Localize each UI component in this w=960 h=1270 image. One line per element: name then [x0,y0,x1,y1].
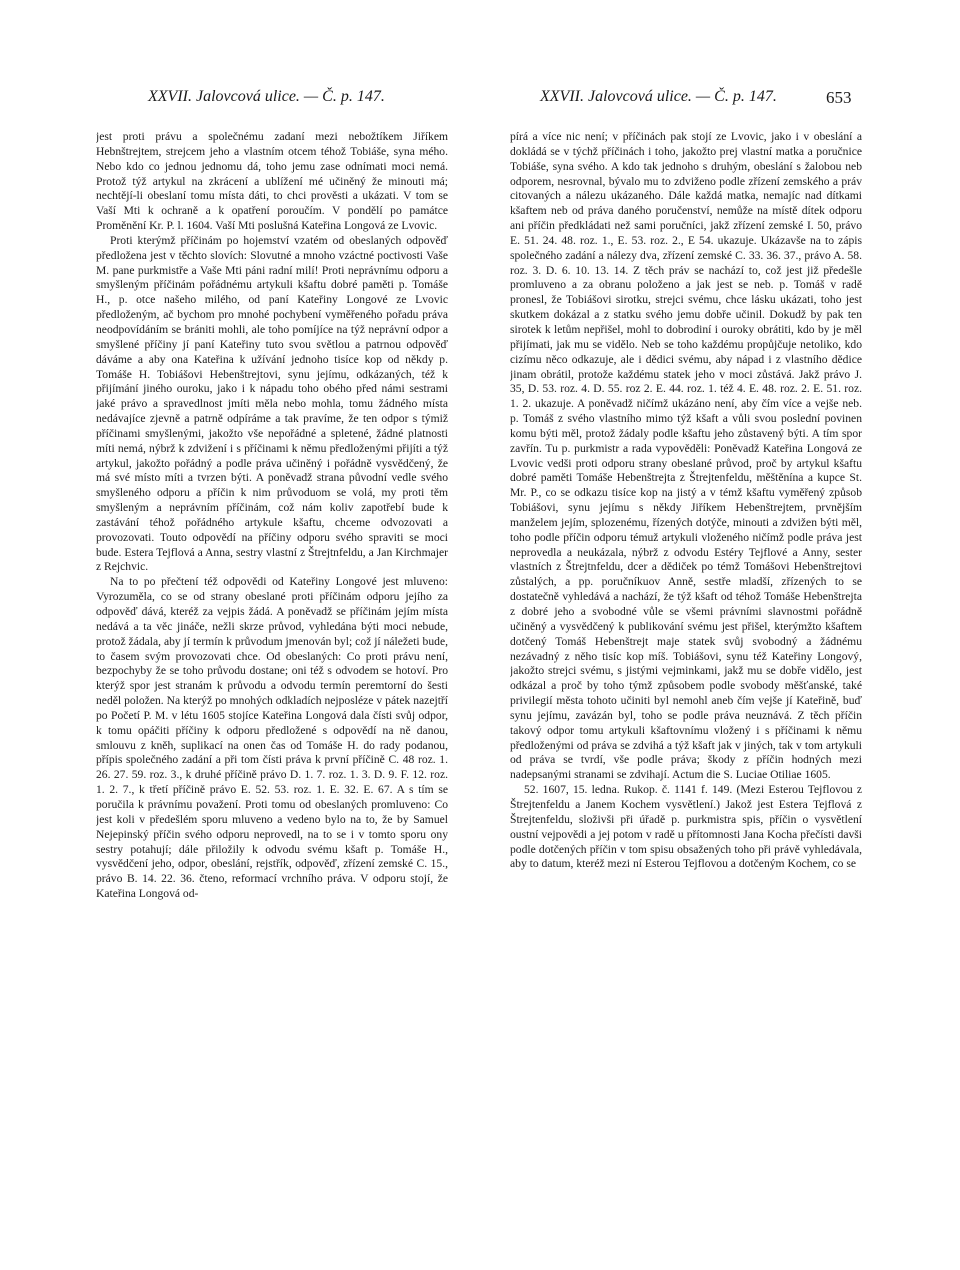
paragraph: jest proti právu a společnému zadaní mezi nebožtíkem Jiříkem Hebnštrejtem, strejcem jeho a vlastním otcem téhož Tobiáše, syna mého. Nebo kdo co jednou jednomu dá, toho jemu zase odnímati moci nemá. Protož týž artykul na zkrácení a ublížení mé učiněný že minouti má; nechtějí-li obeslaní tomu místa dáti, to chci prověsti a ukázati. V tom se Vaší Mti k ochraně a k opatření poroučím. V pondělí po památce Proměnění Kr. P. l. 1604. Vaší Mti poslušná Kateřina Longová ze Lvovic. [96,130,448,233]
left-text-column [96,130,448,1130]
paragraph: pírá a více nic není; v příčinách pak stojí ze Lvovic, jako i v obeslání a dokládá se v týchž příčinách i toho, jakožto prej vlastní matka a poručnice Tobiáše, syna svého. A kdo tak jednoho s druhým, obeslání s žalobou neb odporem, nesrovnal, bývalo mu to zdviženo podle zřízení zemského a práv citovaných a nálezu ukázaného. Dále každá matka, nemajíc nad dítkami kšaftem neb od práva daného poručenství, nemůže na místě dítek odporu ani příčin předkládati než sami poručníci, jakž zřízení zemské I. 50, právo E. 51. 24. 48. roz. 1., E. 53. roz. 2., E 54. ukazuje. Ukázavše na to zápis společného zadání a nálezy dva, zřízení zemské C. 33. 36. 37., právo A. 58. roz. 3. D. 6. 10. 13. 14. Z těch práv se nachází to, což jest již předešle promluveno a za obranu položeno a jak jest se neb. p. Tomáš v radě pronesl, že Tobiášovi sirotku, strejci svému, chce lásku ukázati, toho jest skutkem dokázal a z statku svého jemu dobře učinil. Dokudž by pak ten sirotek k letům nepřišel, mohl to dobrodiní i ouroky obrátiti, kdo by je měl přijímati, jak mu se vidělo. Neb se toho každému propůjčuje netoliko, kdo cizímu něco odkazuje, ale i dědici svému, aby nápad i z vlastního dědice jinam obrátil, protože každému statek jeho v moci zůstává. Jakž právo J. 35, D. 53. roz. 4. D. 55. roz 2. E. 44. roz. 1. též 4. E. 48. roz. 2. E. 51. roz. 1. 2. ukazuje. A poněvadž ničímž ukázáno není, aby čím více a vejše neb. p. Tomáš z svého vlastního mimo týž kšaft a vůli svou poslední povinen komu býti měl, protož žádaly podle kšaftu jeho zůstavený býti. A tím spor zavřín. Tu p. purkmistr a rada vypověděli: Poněvadž Kateřina Longová ze Lvovic vedši proti odporu strany obeslané průvod, proč by artykul kšaftu dobré paměti Tomáše Hebenštrejta z Štrejtenfeldu, měštěnína a kupce St. Mr. P., co se odkazu tisíce kop na jistý a v témž kšaftu vyměřený způsob Tobiášovi, synu jejímu s někdy Jiříkem Hebenštrejtem, prvnějším manželem jejím, splozenému, řízených dotýče, minouti a zdvižen býti měl, toho podle příčin odporu témuž artykuli vloženého ničímž podle práva jest neprovedla a neukázala, nýbrž z odvodu Estéry Tejflové a Anny, sester vlastních z Štrejtnfeldu, dcer a dědiček po témž Tomášovi Hebenštrejtovi zůstalých, a pp. poručníkuov Anně, sestře mladší, zřízených to se dostatečně vyhledává a nachází, že týž kšaft od téhož Tomáše Hebenštrejta z dobré jeho a svobodné vůle se všemi právními slavnostmi pořádně učiněný a vysvědčený k publikování svému jest přišel, kterýmžto kšaftem dotčený Tomáš Hebenštrejt maje statek svůj svobodný a žádnému nezávadný z něho tisíc kop míš. Tobiášovi, synu též Kateřiny Longový, jakožto strejci svému, s jistými vejminkami, jakž mu se dobře vidělo, jest odkázal a proč by toho týmž způsobem podle svobody měšťanské, také privilegií města tohoto učiniti byl nemohl aneb čím vejše jí Kateřině, buď synu jejímu, zavázán byl, toho se podle práva neuznává. Z těch příčin takový odpor tomu artykuli kšaftovnímu vložený i s příčinami k němu předloženými od práva se zdvihá a týž kšaft jak v jiných, tak v tom artykuli od práva se tvrdí, vše podle práva; škody z příčin hodných mezi nadepsanými stranami se zdvihají. Actum die S. Luciae Otiliae 1605. [510,130,862,782]
column-gutter [480,130,481,1090]
paragraph: Proti kterýmž příčinám po hojemství vzatém od obeslaných odpověď předložena jest v těchto slovích: Slovutné a mnoho vzáctné poctivosti Vaše M. pane purkmistře a Vaše Mti páni radní milí! Proti neprávnímu odporu a smyšleným příčinám pořádnému artykuli kšaftu dobré paměti p. Tomáše H., p. otce našeho milého, od paní Kateřiny Longové ze Lvovic předloženým, ač bychom pro mnohé pochybení vyměřeného pořadu práva neodpovídáním se brániti mohli, ale toho pomíjíce na týž neprávní odpor a smyšlené příčiny jí paní Kateřiny tuto svou světlou a patrnou odpověď dáváme a aby ona Kateřina k užívání jednoho tisíce kop od někdy p. Tomáše H. Tobiášovi Hebenštrejtovi, synu jejímu, odkázaných, též k přijímání jiného ouroku, jako i k nápadu toho obého před námi sestrami jaké právo a spravedlnost jmíti měla nebo mohla, tomu žádného místa nedávajíce zjevně a patrně odpíráme a tak pravíme, že ten odpor s týmiž příčinami smyšlenými, jakožto vše nepořádné a spletené, žádné platnosti míti nemá, nýbrž k zdvižení i s příčinami k němu předloženými přijíti a týž artykul, jakožto pořádný a podle práva učiněný i pořádně vysvědčený, že má své místo míti a tvrzen býti. A poněvadž strana původní vedle svého smyšleného odporu a příčin k nim průvoduom se volá, my proti těm smyšleným a neprávním příčinám, což nám koliv zapotřebí bude k zastávání téhož pořádného artykule kšaftu, chceme odvozovati a provozovati. Touto odpovědí na příčiny odporu svého spraviti se moci bude. Estera Tejflová a Anna, sestry vlastní z Štrejtnfeldu, a Jan Kirchmajer z Rejchvic. [96,233,448,574]
paragraph: 52. 1607, 15. ledna. Rukop. č. 1141 f. 149. (Mezi Esterou Tejflovou z Štrejtenfeldu a Janem Kochem vysvětlení.) Jakož jest Estera Tejflová z Štrejtenfeldu, složivši při úřadě p. purkmistra spis, příčin o vysvětlení oustní vejpovědi a jej potom v radě u přítomnosti Jana Kocha přečísti davši podle dotčených příčin v tom spisu obsažených toho při právě vyhledávala, aby to datum, kteréž mezi ní Esterou Tejflovou a dotčeným Kochem, co se [510,783,862,871]
running-title-left: XXVII. Jalovcová ulice. — Č. p. 147. [148,88,385,105]
running-title-right: XXVII. Jalovcová ulice. — Č. p. 147. [540,88,777,105]
right-text-column [510,130,862,1130]
page-number: 653 [826,88,852,107]
paragraph: Na to po přečtení též odpovědi od Kateřiny Longové jest mluveno: Vyrozuměla, co se od strany obeslané proti příčinám odporu jejího za odpověď dává, kteréž za vejpis žádá. A poněvadž se příčinám jejím místa nedává a ta věc jináče, nežli skrze průvod, vyhledána býti moci nebude, protož žádala, aby jí termín k průvodum jmenován byl; což jí náležeti bude, to časem svým provozovati chce. Od obeslaných: Co proti právu není, bezpochyby že se toho průvodu dostane; oni též s odvodem se hotoví. Pro kterýž spor jest stranám k průvodu a odvodu termín peremtorní do šesti neděl položen. Na kterýž po mnohých odkladích nejposléze v pátek nazejtří po Početí P. M. v létu 1605 stojíce Kateřina Longová dala čísti svůj odpor, k tomu opáčiti příčiny k odporu předložené s odpovědí na ně danou, smlouvu z kněh, suplikací na onen čas od Tomáše H. do rady podanou, přípis společného zadání a při tom čísti práva k první příčině C. 48 roz. 1. 26. 27. 59. roz. 3., k druhé příčině právo D. 1. 7. roz. 1. 3. D. 9. F. 12. roz. 1. 2. 7., k třetí příčině právo E. 52. 53. roz. 1. E. 32. E. 67. A s tím se poručila k právnímu považení. Proti tomu od obeslaných promluveno: Co jest koli v předešlém sporu mluveno a vedeno bylo na to, že by Samuel Nejepinský příčin svého odporu neprovedl, na to se i v tomto sporu ony sestry potahují; dále přiložily k odvodu svému kšaft p. Tomáše H., vysvědčení jeho, odpor, obeslání, rejstřík, odpověď, zřízení zemské C. 15., právo B. 14. 22. 36. čteno, reformací vrchního práva. V odporu stojí, že Kateřina Longová od- [96,575,448,901]
